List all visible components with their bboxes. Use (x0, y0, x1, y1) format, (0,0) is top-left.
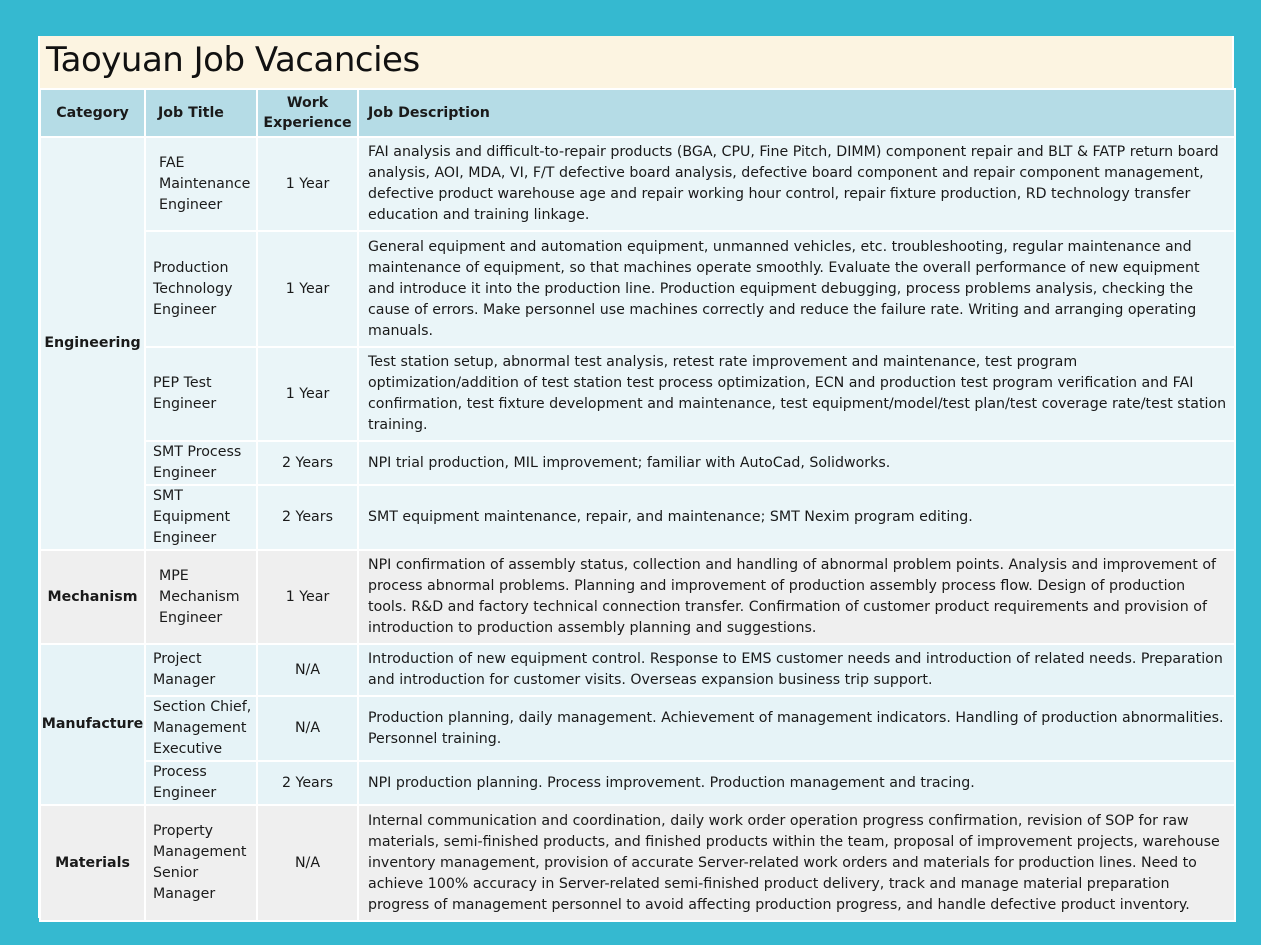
header-row (40, 89, 1235, 137)
job-title-cell: FAE Maintenance Engineer (145, 137, 257, 231)
job-title-cell: Process Engineer (145, 761, 257, 805)
job-title-cell: SMT Process Engineer (145, 441, 257, 485)
experience-cell: 2 Years (257, 441, 358, 485)
page-title: Taoyuan Job Vacancies (46, 40, 420, 80)
description-cell: NPI production planning. Process improvement. Production management and tracing. (358, 761, 1235, 805)
description-cell: Introduction of new equipment control. Response to EMS customer needs and introduction of related needs. Preparation and introduction for customer visits. Overseas expansion business trip support. (358, 644, 1235, 696)
experience-cell: N/A (257, 805, 358, 921)
header-job-title: Job Title (145, 89, 257, 137)
experience-cell: 1 Year (257, 550, 358, 644)
table-row (40, 550, 1235, 644)
description-cell: NPI confirmation of assembly status, collection and handling of abnormal problem points. Analysis and improvement of process abnormal problems. Planning and improvement of production assembly process flow. Design of production tools. R&D and factory technical connection transfer. Confirmation of customer product requirements and provision of introduction to production assembly planning and suggestions. (358, 550, 1235, 644)
experience-cell: 1 Year (257, 137, 358, 231)
header-category: Category (40, 89, 145, 137)
job-title-cell: SMT Equipment Engineer (145, 485, 257, 550)
table-row (40, 347, 1235, 441)
job-title-cell: PEP Test Engineer (145, 347, 257, 441)
header-work-experience: Work Experience (257, 89, 358, 137)
description-cell: Production planning, daily management. Achievement of management indicators. Handling of production abnormalities. Personnel training. (358, 696, 1235, 761)
experience-cell: N/A (257, 696, 358, 761)
description-cell: SMT equipment maintenance, repair, and maintenance; SMT Nexim program editing. (358, 485, 1235, 550)
table-row (40, 696, 1235, 761)
description-cell: Internal communication and coordination, daily work order operation progress confirmation, revision of SOP for raw materials, semi-finished products, and finished products within the team, proposal of improvement projects, warehouse inventory management, provision of accurate Server-related work orders and materials for production lines. Need to achieve 100% accuracy in Server-related semi-finished product delivery, track and manage material preparation progress of management personnel to avoid affecting production progress, and handle defective product inventory. (358, 805, 1235, 921)
description-cell: FAI analysis and difficult-to-repair products (BGA, CPU, Fine Pitch, DIMM) component repair and BLT & FATP return board analysis, AOI, MDA, VI, F/T defective board analysis, defective board component and repair component management, defective product warehouse age and repair working hour control, repair fixture production, RD technology transfer education and training linkage. (358, 137, 1235, 231)
table-row (40, 644, 1235, 696)
title-bar (40, 36, 1232, 88)
category-cell: Mechanism (40, 550, 145, 644)
document-page (38, 36, 1234, 918)
description-cell: NPI trial production, MIL improvement; familiar with AutoCad, Solidworks. (358, 441, 1235, 485)
experience-cell: 1 Year (257, 347, 358, 441)
experience-cell: N/A (257, 644, 358, 696)
job-title-cell: Production Technology Engineer (145, 231, 257, 347)
table-row (40, 805, 1235, 921)
experience-cell: 2 Years (257, 485, 358, 550)
description-cell: General equipment and automation equipment, unmanned vehicles, etc. troubleshooting, regular maintenance and maintenance of equipment, so that machines operate smoothly. Evaluate the overall performance of new equipment and introduce it into the production line. Production equipment debugging, process problems analysis, checking the cause of errors. Make personnel use machines correctly and reduce the failure rate. Writing and arranging operating manuals. (358, 231, 1235, 347)
description-cell: Test station setup, abnormal test analysis, retest rate improvement and maintenance, test program optimization/addition of test station test process optimization, ECN and production test program verification and FAI confirmation, test fixture development and maintenance, test equipment/model/test plan/test coverage rate/test station training. (358, 347, 1235, 441)
job-title-cell: Section Chief, Management Executive (145, 696, 257, 761)
table-row (40, 761, 1235, 805)
table-row (40, 137, 1235, 231)
job-title-cell: MPE Mechanism Engineer (145, 550, 257, 644)
job-title-cell: Property Management Senior Manager (145, 805, 257, 921)
category-cell: Materials (40, 805, 145, 921)
table-row (40, 485, 1235, 550)
header-job-description: Job Description (358, 89, 1235, 137)
job-title-cell: Project Manager (145, 644, 257, 696)
category-cell: Manufacture (40, 644, 145, 805)
category-cell: Engineering (40, 137, 145, 550)
experience-cell: 1 Year (257, 231, 358, 347)
table-row (40, 231, 1235, 347)
vacancies-table (39, 88, 1236, 922)
experience-cell: 2 Years (257, 761, 358, 805)
table-row (40, 441, 1235, 485)
